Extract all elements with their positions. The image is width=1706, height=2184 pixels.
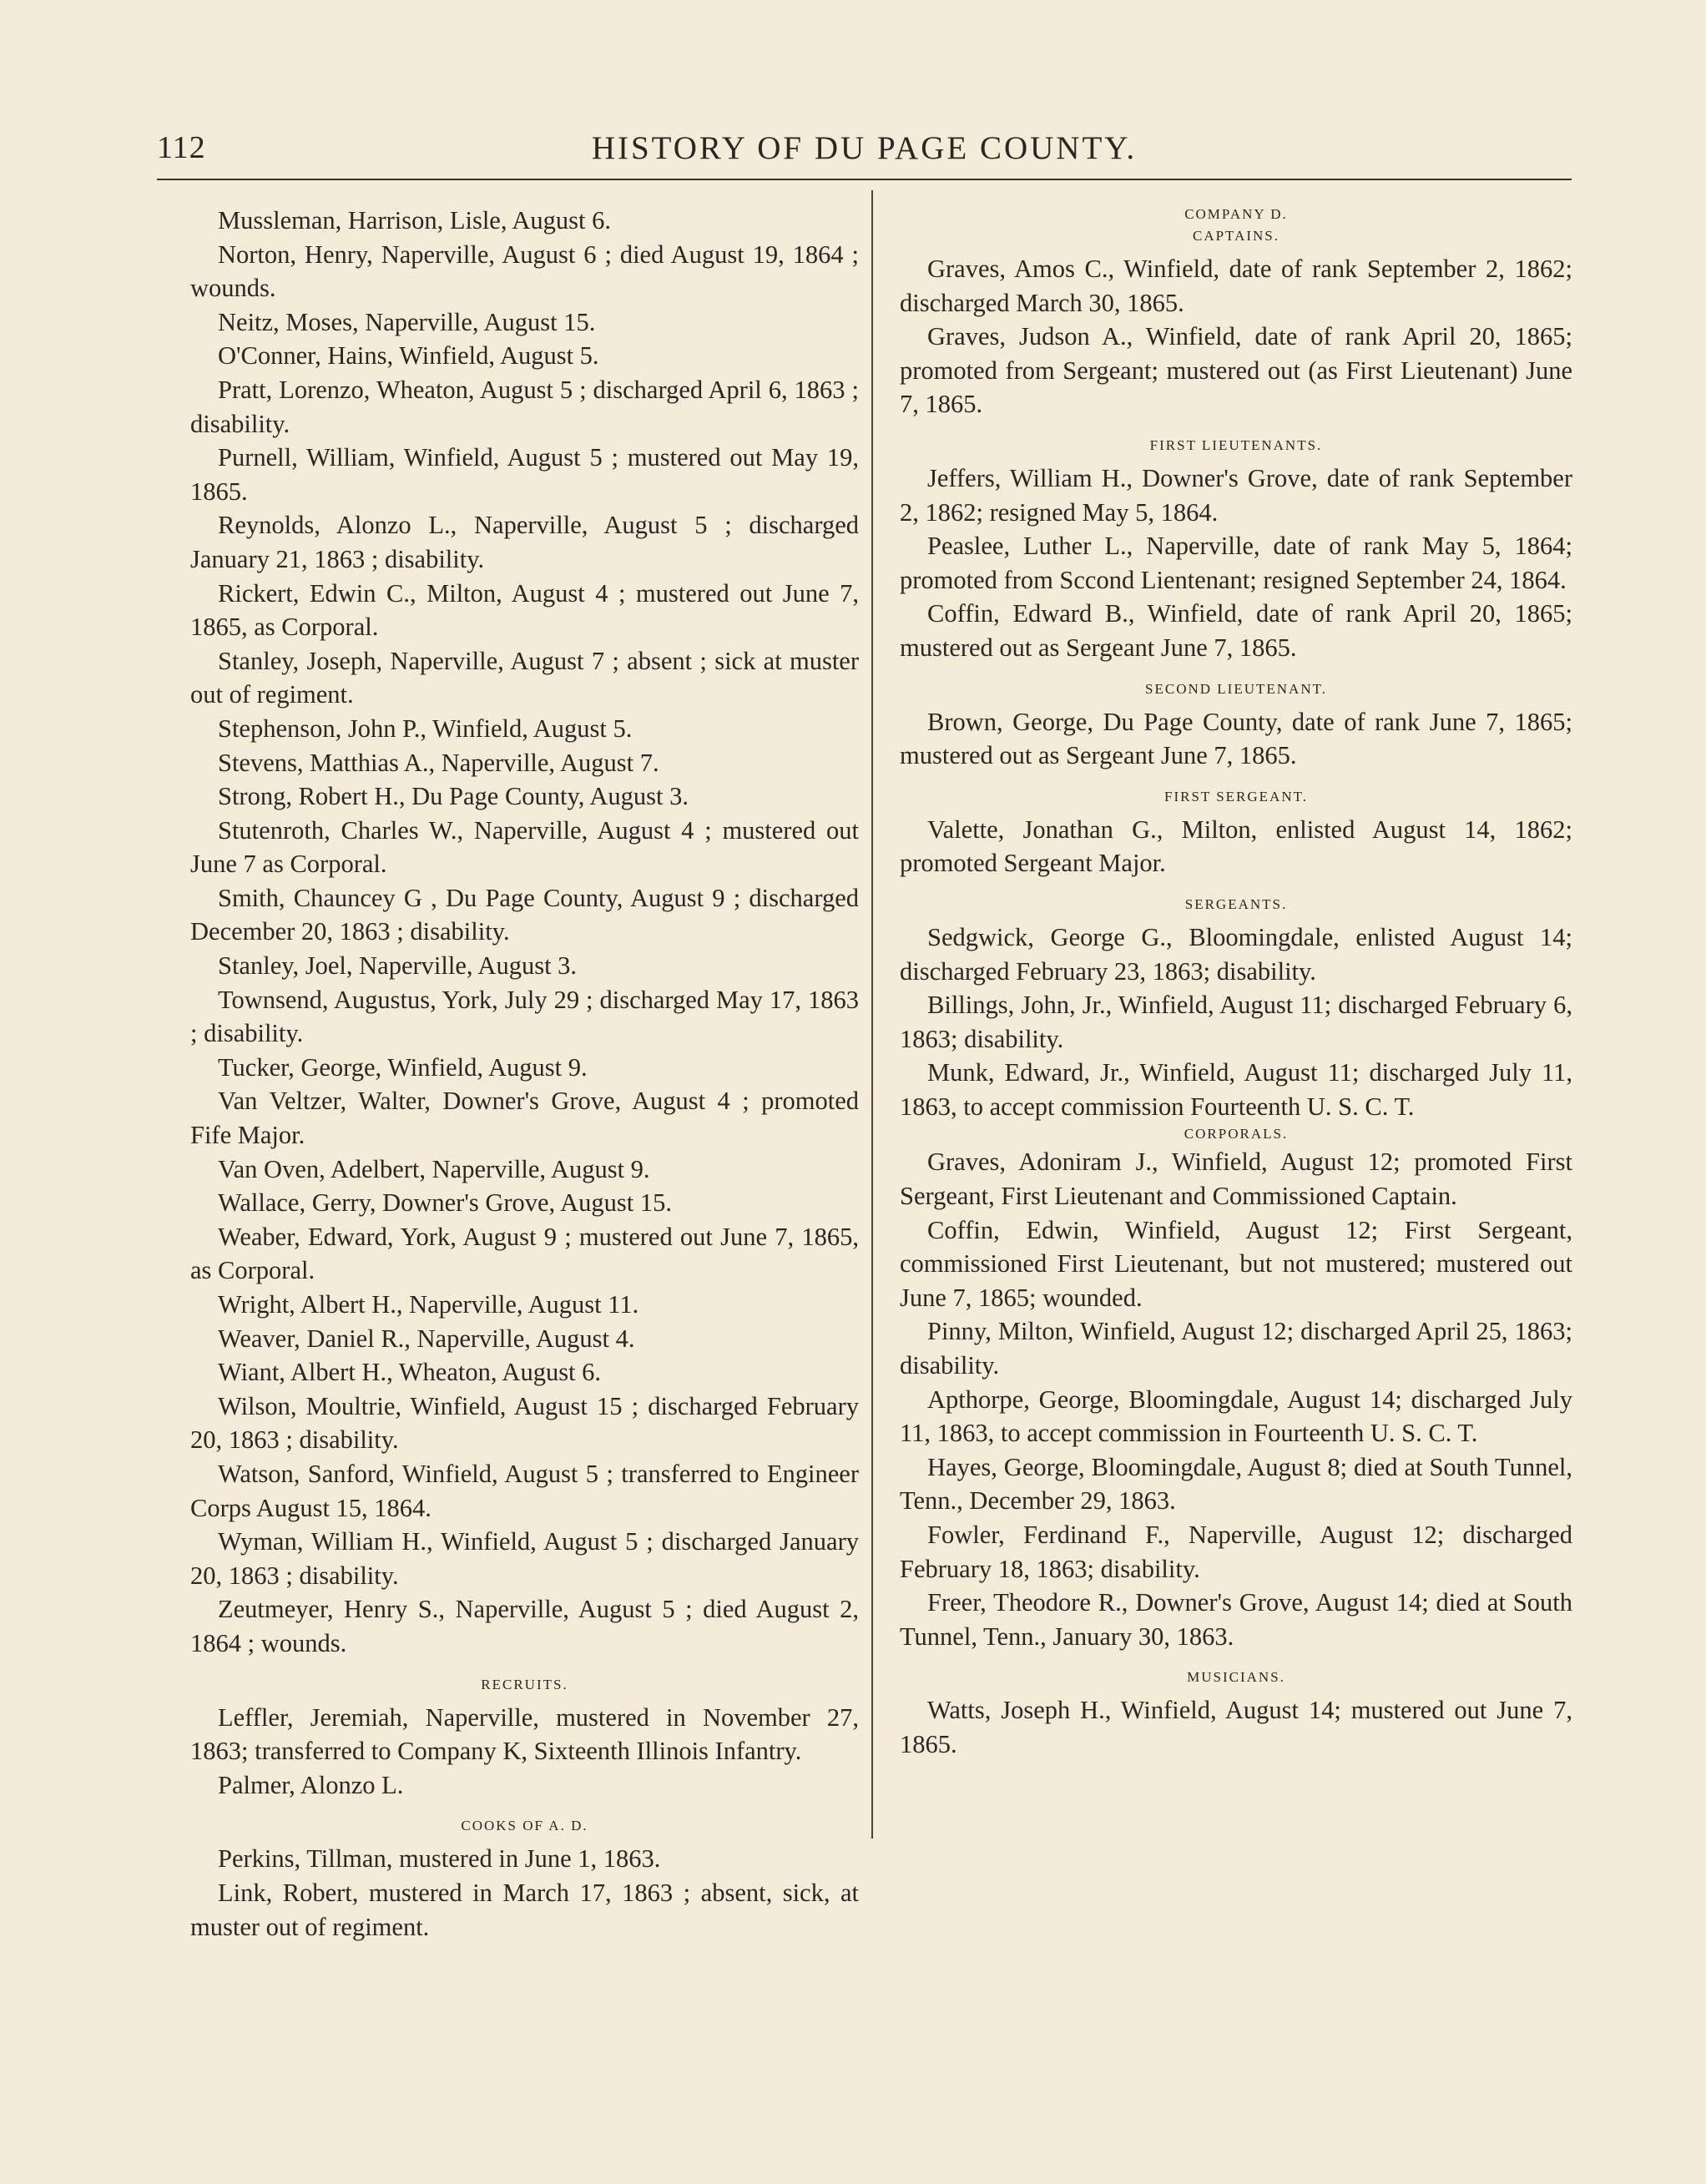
section-heading-captains: CAPTAINS. [1192,228,1280,244]
roster-entry: Coffin, Edward B., Winfield, date of rank April 20, 1865; mustered out as Sergeant June 7, 1865. [900,599,1572,662]
roster-entry: Coffin, Edwin, Winfield, August 12; First Sergeant, commissioned First Lieutenant, but not mustered; mustered out June 7, 1865; wounded. [900,1215,1572,1312]
roster-entry: Link, Robert, mustered in March 17, 1863 ; absent, sick, at muster out of regiment. [190,1878,859,1941]
first-sergeant-list [900,813,1572,880]
captains-list [900,252,1572,421]
roster-entry: Purnell, William, Winfield, August 5 ; mustered out May 19, 1865. [190,443,859,506]
roster-entry: Apthorpe, George, Bloomingdale, August 14; discharged July 11, 1863, to accept commission in Fourteenth U. S. C. T. [900,1385,1572,1448]
roster-entry: Stevens, Matthias A., Naperville, August 7. [218,748,659,777]
roster-entry: Perkins, Tillman, mustered in June 1, 1863. [218,1844,661,1874]
running-head [157,129,1572,176]
roster-entry: Pinny, Milton, Winfield, August 12; discharged April 25, 1863; disability. [900,1317,1572,1380]
section-heading-recruits: RECRUITS. [481,1676,568,1692]
roster-entry: Palmer, Alonzo L. [218,1770,404,1799]
roster-entry: Wilson, Moultrie, Winfield, August 15 ; discharged February 20, 1863 ; disability. [190,1391,859,1455]
page-title: HISTORY OF DU PAGE COUNTY. [591,130,1138,166]
cooks-list [190,1842,859,1944]
roster-entry: Mussleman, Harrison, Lisle, August 6. [218,206,612,235]
roster-entry: Townsend, Augustus, York, July 29 ; discharged May 17, 1863 ; disability. [190,985,859,1048]
roster-entry: Stanley, Joel, Naperville, August 3. [218,951,578,981]
roster-entry: Graves, Amos C., Winfield, date of rank September 2, 1862; discharged March 30, 1865. [900,255,1572,317]
roster-entry: Weaber, Edward, York, August 9 ; mustered out June 7, 1865, as Corporal. [190,1222,859,1285]
section-heading-cooks: COOKS OF A. D. [461,1818,588,1834]
roster-entry: Jeffers, William H., Downer's Grove, date of rank September 2, 1862; resigned May 5, 1864. [900,463,1572,527]
roster-entry: Freer, Theodore R., Downer's Grove, August 14; died at South Tunnel, Tenn., January 30, 1863. [900,1588,1572,1651]
roster-entry: Neitz, Moses, Naperville, August 15. [218,307,596,336]
section-heading-first-lieutenants: FIRST LIEUTENANTS. [1149,436,1323,453]
roster-entry: Fowler, Ferdinand F., Naperville, August 12; discharged February 18, 1863; disability. [900,1521,1572,1583]
roster-entry: Stephenson, John P., Winfield, August 5. [218,714,633,743]
section-heading-first-sergeant: FIRST SERGEANT. [1163,788,1308,804]
roster-entry: Valette, Jonathan G., Milton, enlisted August 14, 1862; promoted Sergeant Major. [900,815,1572,878]
roster-entry: Graves, Adoniram J., Winfield, August 12; promoted First Sergeant, First Lieutenant and Commissioned Captain. [900,1147,1572,1211]
musicians-list [900,1693,1572,1761]
page-number: 112 [157,130,206,165]
left-column [190,204,859,1944]
sergeants-list [900,921,1572,1124]
roster-entry: Brown, George, Du Page County, date of rank June 7, 1865; mustered out as Sergeant June 7, 1865. [900,707,1572,770]
roster-entry: Weaver, Daniel R., Naperville, August 4. [218,1324,635,1353]
header-rule [157,179,1572,180]
roster-entry: Zeutmeyer, Henry S., Naperville, August 5 ; died August 2, 1864 ; wounds. [190,1595,859,1657]
roster-entry: Van Oven, Adelbert, Naperville, August 9. [218,1154,650,1183]
roster-entry: Munk, Edward, Jr., Winfield, August 11; discharged July 11, 1863, to accept commission Fourteenth U. S. C. T. [900,1058,1572,1121]
entries-list [190,204,859,1661]
roster-entry: O'Conner, Hains, Winfield, August 5. [218,341,599,371]
roster-entry: Strong, Robert H., Du Page County, August 3. [218,782,689,811]
roster-entry: Pratt, Lorenzo, Wheaton, August 5 ; discharged April 6, 1863 ; disability. [190,375,859,438]
roster-entry: Wallace, Gerry, Downer's Grove, August 15. [218,1188,672,1218]
section-heading-second-lieutenant: SECOND LIEUTENANT. [1145,680,1327,697]
roster-entry: Stutenroth, Charles W., Naperville, August 4 ; mustered out June 7 as Corporal. [190,815,859,879]
roster-entry: Sedgwick, George G., Bloomingdale, enlisted August 14; discharged February 23, 1863; disability. [900,922,1572,986]
roster-entry: Wiant, Albert H., Wheaton, August 6. [218,1358,602,1387]
roster-entry: Watts, Joseph H., Winfield, August 14; mustered out June 7, 1865. [900,1696,1572,1758]
first-lieutenants-list [900,462,1572,665]
roster-entry: Wright, Albert H., Naperville, August 11. [218,1290,639,1319]
roster-entry: Peaslee, Luther L., Naperville, date of rank May 5, 1864; promoted from Sccond Lientenant; resigned September 24, 1864. [900,532,1572,594]
second-lieutenant-list [900,705,1572,773]
roster-entry: Leffler, Jeremiah, Naperville, mustered in November 27, 1863; transferred to Company K, Sixteenth Illinois Infantry. [190,1702,859,1766]
section-heading-musicians: MUSICIANS. [1187,1669,1285,1686]
roster-entry: Smith, Chauncey G , Du Page County, August 9 ; discharged December 20, 1863 ; disability. [190,883,859,946]
roster-entry: Stanley, Joseph, Naperville, August 7 ; absent ; sick at muster out of regiment. [190,646,859,709]
roster-entry: Billings, John, Jr., Winfield, August 11; discharged February 6, 1863; disability. [900,991,1572,1053]
section-heading-corporals: CORPORALS. [1184,1126,1289,1142]
right-column [900,204,1572,1762]
roster-entry: Watson, Sanford, Winfield, August 5 ; transferred to Engineer Corps August 15, 1864. [190,1459,859,1522]
roster-entry: Graves, Judson A., Winfield, date of rank April 20, 1865; promoted from Sergeant; mustered out (as First Lieutenant) June 7, 1865. [900,322,1572,419]
section-heading-sergeants: SERGEANTS. [1184,895,1288,912]
roster-entry: Rickert, Edwin C., Milton, August 4 ; mustered out June 7, 1865, as Corporal. [190,578,859,642]
corporals-list [900,1145,1572,1653]
roster-entry: Wyman, William H., Winfield, August 5 ; discharged January 20, 1863 ; disability. [190,1527,859,1590]
company-heading: COMPANY D. [1184,206,1288,222]
roster-entry: Norton, Henry, Naperville, August 6 ; died August 19, 1864 ; wounds. [190,240,859,303]
column-divider [871,190,873,1838]
recruits-list [190,1701,859,1803]
roster-entry: Reynolds, Alonzo L., Naperville, August 5 ; discharged January 21, 1863 ; disability. [190,511,859,573]
roster-entry: Hayes, George, Bloomingdale, August 8; died at South Tunnel, Tenn., December 29, 1863. [900,1452,1572,1516]
roster-entry: Tucker, George, Winfield, August 9. [218,1052,588,1082]
roster-entry: Van Veltzer, Walter, Downer's Grove, August 4 ; promoted Fife Major. [190,1087,859,1150]
